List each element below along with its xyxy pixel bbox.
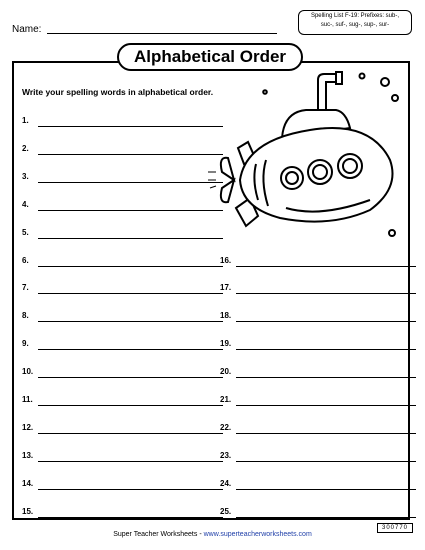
answer-number: 22.: [220, 422, 232, 432]
answer-number: 7.: [22, 283, 29, 293]
answer-row: [220, 283, 416, 295]
bubble-icon: [389, 230, 395, 236]
answer-number: 16.: [220, 255, 232, 265]
answer-number: 12.: [22, 422, 34, 432]
answer-line[interactable]: [38, 517, 223, 518]
answer-line[interactable]: [38, 126, 223, 127]
answer-line[interactable]: [236, 517, 416, 518]
answer-line[interactable]: [38, 433, 223, 434]
answer-number: 15.: [22, 506, 34, 516]
answer-row: [22, 479, 223, 491]
answer-number: 23.: [220, 450, 232, 460]
answer-line[interactable]: [236, 461, 416, 462]
answer-line[interactable]: [38, 489, 223, 490]
spelling-list-line-1: Spelling List F-19: Prefixes: sub-,: [310, 13, 400, 19]
answer-number: 19.: [220, 339, 232, 349]
answer-row: [22, 256, 223, 268]
answer-line[interactable]: [236, 377, 416, 378]
answer-number: 14.: [22, 478, 34, 488]
answer-line[interactable]: [38, 154, 223, 155]
answer-line[interactable]: [38, 461, 223, 462]
answer-row: [22, 172, 223, 184]
answer-row: [22, 228, 223, 240]
answer-number: 20.: [220, 367, 232, 377]
answer-line[interactable]: [38, 238, 223, 239]
answer-number: 8.: [22, 311, 29, 321]
answer-row: [22, 507, 223, 519]
page-title: Alphabetical Order: [117, 43, 303, 71]
answer-row: [22, 116, 223, 128]
answer-number: 10.: [22, 367, 34, 377]
worksheet-code: 300770: [377, 523, 413, 533]
answer-row: [22, 283, 223, 295]
answer-number: 1.: [22, 116, 29, 125]
footer: [0, 531, 425, 538]
answer-row: [220, 479, 416, 491]
answer-row: [22, 311, 223, 323]
answer-row: [220, 395, 416, 407]
answer-line[interactable]: [38, 377, 223, 378]
answer-line[interactable]: [236, 489, 416, 490]
answer-number: 5.: [22, 227, 29, 237]
answer-row: [220, 423, 416, 435]
answer-row: [22, 144, 223, 156]
answer-number: 11.: [22, 395, 33, 404]
answer-line[interactable]: [236, 321, 416, 322]
answer-row: [220, 311, 416, 323]
answer-line[interactable]: [236, 433, 416, 434]
answer-number: 25.: [220, 506, 232, 516]
answer-line[interactable]: [236, 405, 416, 406]
answer-line[interactable]: [38, 293, 223, 294]
spelling-list-line-2: suc-, suf-, sug-, sup-, sur-: [320, 22, 390, 28]
answer-row: [220, 507, 416, 519]
answer-row: [22, 200, 223, 212]
spelling-list-box: [298, 10, 412, 35]
answer-line[interactable]: [236, 293, 416, 294]
name-label: Name:: [12, 24, 42, 35]
footer-url-link[interactable]: www.superteacherworksheets.com: [203, 531, 312, 538]
answer-row: [22, 367, 223, 379]
footer-separator: -: [197, 531, 204, 538]
answer-number: 24.: [220, 478, 232, 488]
answer-row: [220, 451, 416, 463]
bubble-icon: [381, 78, 389, 86]
answer-row: [220, 367, 416, 379]
answer-line[interactable]: [236, 349, 416, 350]
answer-number: 4.: [22, 199, 29, 209]
answer-number: 18.: [220, 311, 232, 321]
answer-number: 3.: [22, 171, 29, 181]
answer-number: 6.: [22, 255, 29, 265]
answer-row: [22, 451, 223, 463]
answer-line[interactable]: [38, 182, 223, 183]
footer-brand: Super Teacher Worksheets: [113, 531, 198, 538]
answer-line[interactable]: [38, 321, 223, 322]
bubble-icon: [360, 74, 365, 79]
answer-line[interactable]: [38, 349, 223, 350]
answer-row: [220, 339, 416, 351]
answer-row: [22, 339, 223, 351]
answer-number: 21.: [220, 395, 232, 404]
answer-line[interactable]: [38, 210, 223, 211]
name-line[interactable]: [47, 33, 277, 34]
answer-number: 13.: [22, 450, 34, 460]
answer-line[interactable]: [38, 405, 223, 406]
answer-line[interactable]: [236, 266, 416, 267]
submarine-icon: [200, 68, 410, 258]
bubble-icon: [263, 90, 267, 94]
answer-number: 2.: [22, 143, 29, 153]
instruction-text: Write your spelling words in alphabetical order.: [22, 87, 214, 97]
answer-number: 17.: [220, 283, 232, 293]
answer-row: [22, 395, 223, 407]
answer-number: 9.: [22, 339, 29, 349]
answer-line[interactable]: [38, 266, 223, 267]
bubble-icon: [392, 95, 398, 101]
answer-row: [22, 423, 223, 435]
